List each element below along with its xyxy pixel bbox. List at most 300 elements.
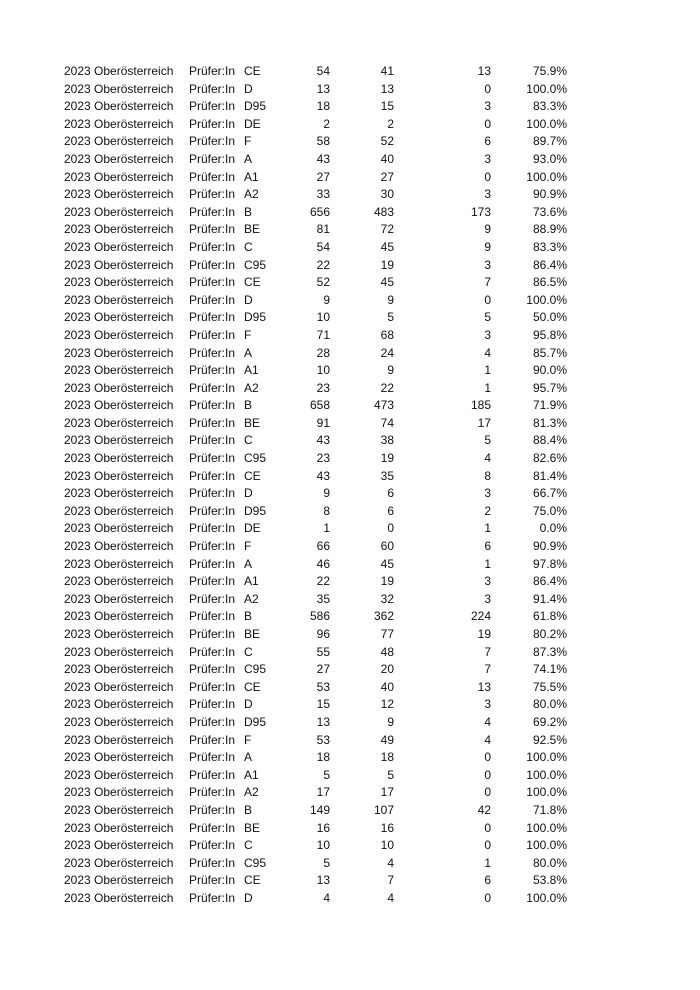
pass-rate-cell: 0.0% [539,521,567,536]
role-cell: Prüfer:In [189,503,236,518]
passed-count-cell: 20 [380,662,394,677]
total-count-cell: 54 [316,239,330,254]
passed-count-cell: 0 [387,521,394,536]
pass-rate-cell: 80.0% [532,855,567,870]
license-class-cell: C95 [244,257,267,272]
total-count-cell: 2 [323,116,330,131]
pass-rate-cell: 100.0% [526,767,567,782]
table-row [0,661,700,679]
license-class-cell: F [244,134,252,149]
year-region-cell: 2023 Oberösterreich [64,486,174,501]
total-count-cell: 5 [323,767,330,782]
year-region-cell: 2023 Oberösterreich [64,257,174,272]
passed-count-cell: 72 [380,222,394,237]
total-count-cell: 22 [316,574,330,589]
year-region-cell: 2023 Oberösterreich [64,556,174,571]
total-count-cell: 54 [316,64,330,78]
total-count-cell: 15 [316,697,330,712]
role-cell: Prüfer:In [189,591,236,606]
license-class-cell: B [244,609,253,624]
year-region-cell: 2023 Oberösterreich [64,539,174,554]
table-row [0,872,700,890]
role-cell: Prüfer:In [189,363,236,378]
total-count-cell: 43 [316,468,330,483]
pass-rate-cell: 71.9% [532,398,567,413]
year-region-cell: 2023 Oberösterreich [64,521,174,536]
license-class-cell: D95 [244,99,267,114]
table-row [0,362,700,380]
failed-count-cell: 8 [484,468,491,483]
role-cell: Prüfer:In [189,539,236,554]
failed-count-cell: 13 [477,679,491,694]
license-class-cell: D [244,890,253,905]
license-class-cell: C [244,433,253,448]
table-row [0,133,700,151]
total-count-cell: 53 [316,732,330,747]
license-class-cell: BE [244,820,261,835]
license-class-cell: F [244,732,252,747]
failed-count-cell: 185 [470,398,491,413]
role-cell: Prüfer:In [189,327,236,342]
failed-count-cell: 3 [484,697,491,712]
table-row [0,644,700,662]
passed-count-cell: 362 [373,609,394,624]
total-count-cell: 4 [323,890,330,905]
license-class-cell: A [244,151,253,166]
failed-count-cell: 0 [484,838,491,853]
pass-rate-cell: 91.4% [532,591,567,606]
failed-count-cell: 0 [484,820,491,835]
total-count-cell: 23 [316,451,330,466]
passed-count-cell: 9 [387,292,394,307]
pass-rate-cell: 97.8% [532,556,567,571]
year-region-cell: 2023 Oberösterreich [64,187,174,202]
year-region-cell: 2023 Oberösterreich [64,275,174,290]
total-count-cell: 22 [316,257,330,272]
year-region-cell: 2023 Oberösterreich [64,310,174,325]
role-cell: Prüfer:In [189,662,236,677]
passed-count-cell: 13 [380,81,394,96]
pass-rate-cell: 71.8% [532,802,567,817]
passed-count-cell: 4 [387,855,394,870]
failed-count-cell: 7 [484,644,491,659]
total-count-cell: 9 [323,486,330,501]
passed-count-cell: 107 [373,802,394,817]
role-cell: Prüfer:In [189,433,236,448]
passed-count-cell: 49 [380,732,394,747]
passed-count-cell: 12 [380,697,394,712]
year-region-cell: 2023 Oberösterreich [64,785,174,800]
year-region-cell: 2023 Oberösterreich [64,345,174,360]
license-class-cell: CE [244,873,261,888]
total-count-cell: 9 [323,292,330,307]
year-region-cell: 2023 Oberösterreich [64,714,174,729]
total-count-cell: 43 [316,433,330,448]
license-class-cell: C [244,838,253,853]
license-class-cell: DE [244,116,261,131]
year-region-cell: 2023 Oberösterreich [64,239,174,254]
table-row [0,468,700,486]
pass-rate-cell: 100.0% [526,750,567,765]
license-class-cell: CE [244,468,261,483]
total-count-cell: 71 [316,327,330,342]
table-row [0,608,700,626]
failed-count-cell: 5 [484,433,491,448]
license-class-cell: B [244,204,253,219]
table-row [0,63,700,81]
pass-rate-cell: 86.4% [532,574,567,589]
license-class-cell: BE [244,627,261,641]
table-row [0,591,700,609]
passed-count-cell: 9 [387,714,394,729]
pass-rate-cell: 90.9% [532,187,567,202]
passed-count-cell: 45 [380,556,394,571]
passed-count-cell: 38 [380,433,394,448]
failed-count-cell: 1 [484,363,491,378]
total-count-cell: 66 [316,539,330,554]
license-class-cell: DE [244,521,261,536]
year-region-cell: 2023 Oberösterreich [64,222,174,237]
pass-rate-cell: 89.7% [532,134,567,149]
role-cell: Prüfer:In [189,609,236,624]
role-cell: Prüfer:In [189,99,236,114]
role-cell: Prüfer:In [189,257,236,272]
failed-count-cell: 0 [484,785,491,800]
total-count-cell: 586 [309,609,330,624]
role-cell: Prüfer:In [189,345,236,360]
failed-count-cell: 1 [484,521,491,536]
role-cell: Prüfer:In [189,820,236,835]
license-class-cell: A1 [244,363,259,378]
role-cell: Prüfer:In [189,644,236,659]
role-cell: Prüfer:In [189,134,236,149]
total-count-cell: 46 [316,556,330,571]
passed-count-cell: 6 [387,503,394,518]
passed-count-cell: 48 [380,644,394,659]
pass-rate-cell: 100.0% [526,81,567,96]
role-cell: Prüfer:In [189,486,236,501]
license-class-cell: A1 [244,169,259,184]
pass-rate-cell: 100.0% [526,820,567,835]
total-count-cell: 55 [316,644,330,659]
license-class-cell: F [244,539,252,554]
failed-count-cell: 6 [484,134,491,149]
license-class-cell: A [244,556,253,571]
table-row [0,714,700,732]
license-class-cell: C [244,644,253,659]
pass-rate-cell: 75.9% [532,64,567,78]
total-count-cell: 10 [316,363,330,378]
year-region-cell: 2023 Oberösterreich [64,398,174,413]
table-row [0,221,700,239]
passed-count-cell: 6 [387,486,394,501]
year-region-cell: 2023 Oberösterreich [64,433,174,448]
license-class-cell: D [244,697,253,712]
total-count-cell: 35 [316,591,330,606]
license-class-cell: D [244,486,253,501]
failed-count-cell: 0 [484,292,491,307]
license-class-cell: A2 [244,187,259,202]
total-count-cell: 52 [316,275,330,290]
pass-rate-cell: 83.3% [532,239,567,254]
passed-count-cell: 5 [387,767,394,782]
passed-count-cell: 5 [387,310,394,325]
failed-count-cell: 3 [484,257,491,272]
pass-rate-cell: 87.3% [532,644,567,659]
pass-rate-cell: 69.2% [532,714,567,729]
passed-count-cell: 32 [380,591,394,606]
role-cell: Prüfer:In [189,187,236,202]
role-cell: Prüfer:In [189,556,236,571]
license-class-cell: CE [244,64,261,78]
failed-count-cell: 0 [484,767,491,782]
failed-count-cell: 173 [470,204,491,219]
pass-rate-cell: 95.7% [532,380,567,395]
table-row [0,538,700,556]
pass-rate-cell: 75.0% [532,503,567,518]
license-class-cell: B [244,802,253,817]
year-region-cell: 2023 Oberösterreich [64,627,174,641]
table-row [0,169,700,187]
total-count-cell: 18 [316,750,330,765]
pass-rate-cell: 100.0% [526,116,567,131]
failed-count-cell: 42 [477,802,491,817]
year-region-cell: 2023 Oberösterreich [64,380,174,395]
failed-count-cell: 3 [484,591,491,606]
total-count-cell: 10 [316,310,330,325]
table-row [0,81,700,99]
license-class-cell: B [244,398,253,413]
failed-count-cell: 5 [484,310,491,325]
table-row [0,696,700,714]
year-region-cell: 2023 Oberösterreich [64,574,174,589]
failed-count-cell: 7 [484,275,491,290]
table-row [0,820,700,838]
license-class-cell: C95 [244,451,267,466]
table-row [0,239,700,257]
pass-rate-cell: 92.5% [532,732,567,747]
license-class-cell: A2 [244,380,259,395]
table-row [0,327,700,345]
total-count-cell: 58 [316,134,330,149]
license-class-cell: D95 [244,503,267,518]
pass-rate-cell: 93.0% [532,151,567,166]
table-row [0,520,700,538]
total-count-cell: 96 [316,627,330,641]
table-row [0,450,700,468]
table-row [0,626,700,644]
year-region-cell: 2023 Oberösterreich [64,503,174,518]
passed-count-cell: 60 [380,539,394,554]
role-cell: Prüfer:In [189,679,236,694]
passed-count-cell: 10 [380,838,394,853]
role-cell: Prüfer:In [189,468,236,483]
pass-rate-cell: 81.4% [532,468,567,483]
role-cell: Prüfer:In [189,750,236,765]
year-region-cell: 2023 Oberösterreich [64,151,174,166]
role-cell: Prüfer:In [189,222,236,237]
total-count-cell: 13 [316,714,330,729]
year-region-cell: 2023 Oberösterreich [64,415,174,430]
year-region-cell: 2023 Oberösterreich [64,644,174,659]
license-class-cell: A2 [244,591,259,606]
year-region-cell: 2023 Oberösterreich [64,732,174,747]
license-class-cell: A [244,750,253,765]
role-cell: Prüfer:In [189,292,236,307]
failed-count-cell: 1 [484,855,491,870]
failed-count-cell: 4 [484,345,491,360]
passed-count-cell: 4 [387,890,394,905]
failed-count-cell: 4 [484,714,491,729]
table-row [0,204,700,222]
total-count-cell: 27 [316,662,330,677]
total-count-cell: 149 [309,802,330,817]
pass-rate-cell: 100.0% [526,292,567,307]
total-count-cell: 81 [316,222,330,237]
role-cell: Prüfer:In [189,785,236,800]
total-count-cell: 27 [316,169,330,184]
role-cell: Prüfer:In [189,574,236,589]
pass-rate-cell: 50.0% [532,310,567,325]
year-region-cell: 2023 Oberösterreich [64,327,174,342]
failed-count-cell: 0 [484,116,491,131]
failed-count-cell: 9 [484,222,491,237]
license-class-cell: C95 [244,662,267,677]
license-class-cell: A1 [244,574,259,589]
failed-count-cell: 3 [484,486,491,501]
total-count-cell: 33 [316,187,330,202]
license-class-cell: C [244,239,253,254]
passed-count-cell: 74 [380,415,394,430]
license-class-cell: BE [244,415,261,430]
passed-count-cell: 45 [380,239,394,254]
year-region-cell: 2023 Oberösterreich [64,116,174,131]
year-region-cell: 2023 Oberösterreich [64,363,174,378]
pass-rate-cell: 100.0% [526,890,567,905]
failed-count-cell: 2 [484,503,491,518]
passed-count-cell: 19 [380,257,394,272]
role-cell: Prüfer:In [189,275,236,290]
failed-count-cell: 17 [477,415,491,430]
table-row [0,556,700,574]
license-class-cell: D95 [244,310,267,325]
passed-count-cell: 68 [380,327,394,342]
table-row [0,784,700,802]
role-cell: Prüfer:In [189,767,236,782]
year-region-cell: 2023 Oberösterreich [64,750,174,765]
year-region-cell: 2023 Oberösterreich [64,802,174,817]
table-row [0,257,700,275]
total-count-cell: 16 [316,820,330,835]
license-class-cell: CE [244,275,261,290]
year-region-cell: 2023 Oberösterreich [64,767,174,782]
year-region-cell: 2023 Oberösterreich [64,838,174,853]
table-row [0,749,700,767]
table-row [0,345,700,363]
pass-rate-cell: 73.6% [532,204,567,219]
license-class-cell: C95 [244,855,267,870]
total-count-cell: 18 [316,99,330,114]
pass-rate-cell: 90.0% [532,363,567,378]
total-count-cell: 658 [309,398,330,413]
table-row [0,679,700,697]
role-cell: Prüfer:In [189,380,236,395]
license-class-cell: BE [244,222,261,237]
pass-rate-cell: 86.4% [532,257,567,272]
pass-rate-cell: 80.0% [532,697,567,712]
total-count-cell: 28 [316,345,330,360]
data-table [0,63,700,908]
passed-count-cell: 15 [380,99,394,114]
passed-count-cell: 17 [380,785,394,800]
license-class-cell: D [244,81,253,96]
table-row [0,116,700,134]
passed-count-cell: 473 [373,398,394,413]
role-cell: Prüfer:In [189,415,236,430]
role-cell: Prüfer:In [189,521,236,536]
license-class-cell: A1 [244,767,259,782]
table-row [0,292,700,310]
year-region-cell: 2023 Oberösterreich [64,99,174,114]
failed-count-cell: 1 [484,380,491,395]
pass-rate-cell: 83.3% [532,99,567,114]
passed-count-cell: 22 [380,380,394,395]
year-region-cell: 2023 Oberösterreich [64,292,174,307]
pass-rate-cell: 100.0% [526,169,567,184]
pass-rate-cell: 85.7% [532,345,567,360]
total-count-cell: 43 [316,151,330,166]
passed-count-cell: 7 [387,873,394,888]
total-count-cell: 10 [316,838,330,853]
role-cell: Prüfer:In [189,627,236,641]
license-class-cell: CE [244,679,261,694]
role-cell: Prüfer:In [189,64,236,78]
pass-rate-cell: 61.8% [532,609,567,624]
passed-count-cell: 18 [380,750,394,765]
license-class-cell: A [244,345,253,360]
pass-rate-cell: 75.5% [532,679,567,694]
year-region-cell: 2023 Oberösterreich [64,451,174,466]
total-count-cell: 5 [323,855,330,870]
failed-count-cell: 6 [484,539,491,554]
year-region-cell: 2023 Oberösterreich [64,591,174,606]
passed-count-cell: 19 [380,574,394,589]
failed-count-cell: 19 [477,627,491,641]
role-cell: Prüfer:In [189,451,236,466]
total-count-cell: 17 [316,785,330,800]
table-row [0,890,700,908]
table-row [0,151,700,169]
table-row [0,415,700,433]
failed-count-cell: 3 [484,187,491,202]
total-count-cell: 23 [316,380,330,395]
passed-count-cell: 35 [380,468,394,483]
total-count-cell: 8 [323,503,330,518]
license-class-cell: A2 [244,785,259,800]
year-region-cell: 2023 Oberösterreich [64,662,174,677]
role-cell: Prüfer:In [189,239,236,254]
passed-count-cell: 27 [380,169,394,184]
pass-rate-cell: 74.1% [532,662,567,677]
role-cell: Prüfer:In [189,169,236,184]
table-row [0,432,700,450]
table-row [0,802,700,820]
role-cell: Prüfer:In [189,151,236,166]
passed-count-cell: 77 [380,627,394,641]
pass-rate-cell: 88.9% [532,222,567,237]
table-row [0,186,700,204]
failed-count-cell: 0 [484,81,491,96]
